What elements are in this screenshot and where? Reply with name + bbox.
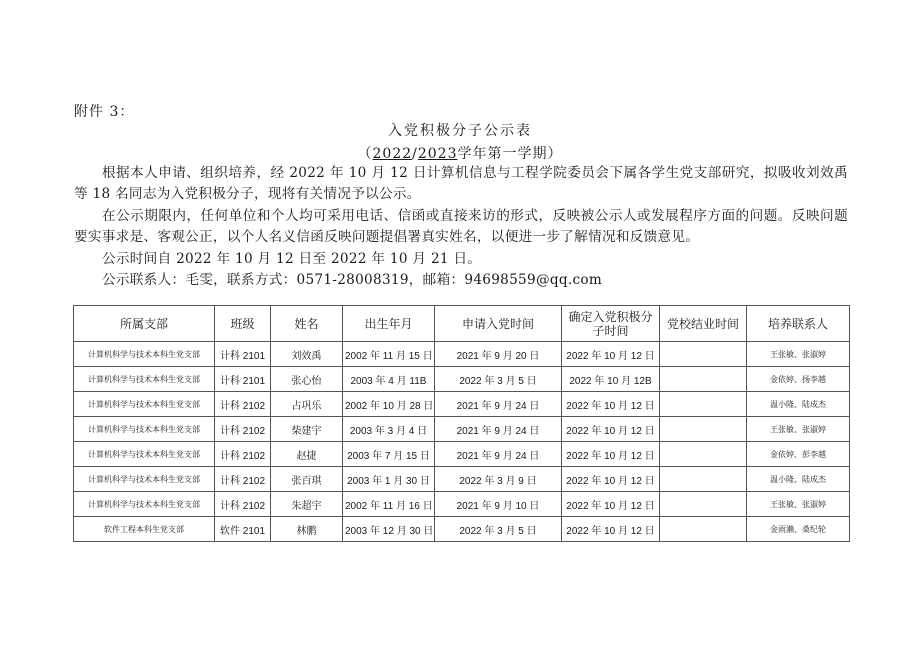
apply-date-cell: 2021 年 9 月 24 日 — [435, 417, 562, 442]
class-cell: 计科 2101 — [215, 367, 271, 392]
class-cell: 计科 2102 — [215, 442, 271, 467]
branch-cell: 软件工程本科生党支部 — [74, 517, 215, 542]
attachment-label: 附件 3： — [74, 104, 135, 120]
class-cell: 软件 2101 — [215, 517, 271, 542]
apply-date-cell: 2022 年 3 月 5 日 — [435, 517, 562, 542]
school-date-cell — [660, 342, 747, 367]
contact-cell: 王张敏、张淑婷 — [747, 417, 850, 442]
intro-paragraph: 根据本人申请、组织培养，经 2022 年 10 月 12 日计算机信息与工程学院委员会下属各学生党支部研究，拟吸收刘效禹等 18 名同志为入党积极分子，现将有关情况予以公示。 — [74, 165, 848, 202]
branch-cell: 计算机科学与技术本科生党支部 — [74, 492, 215, 517]
contact-cell: 金依婷、扬李越 — [747, 367, 850, 392]
birth-cell: 2002 年 11 月 15 日 — [343, 342, 435, 367]
term-close: 学年第一学期） — [457, 146, 563, 162]
branch-cell: 计算机科学与技术本科生党支部 — [74, 417, 215, 442]
school-date-cell — [660, 442, 747, 467]
branch-cell: 计算机科学与技术本科生党支部 — [74, 367, 215, 392]
birth-cell: 2003 年 3 月 4 日 — [343, 417, 435, 442]
academic-term — [0, 143, 920, 163]
confirm-date-cell: 2022 年 10 月 12 日 — [562, 492, 660, 517]
contact-cell: 金依婷、彭李越 — [747, 442, 850, 467]
name-cell: 林鹏 — [271, 517, 343, 542]
class-cell: 计科 2102 — [215, 417, 271, 442]
apply-date-cell: 2021 年 9 月 24 日 — [435, 392, 562, 417]
name-cell: 张百琪 — [271, 467, 343, 492]
table-row — [74, 392, 850, 417]
name-cell: 赵捷 — [271, 442, 343, 467]
school-date-cell — [660, 392, 747, 417]
confirm-date-cell: 2022 年 10 月 12 日 — [562, 417, 660, 442]
branch-cell: 计算机科学与技术本科生党支部 — [74, 342, 215, 367]
class-cell: 计科 2102 — [215, 392, 271, 417]
header-school-date: 党校结业时间 — [660, 306, 747, 342]
name-cell: 占巩乐 — [271, 392, 343, 417]
term-year-end: 2023 — [417, 146, 458, 162]
period-paragraph: 公示时间自 2022 年 10 月 12 日至 2022 年 10 月 21 日。 — [102, 251, 482, 267]
term-sep: / — [412, 146, 418, 162]
apply-date-cell: 2021 年 9 月 24 日 — [435, 442, 562, 467]
branch-cell: 计算机科学与技术本科生党支部 — [74, 442, 215, 467]
feedback-paragraph: 在公示期限内，任何单位和个人均可采用电话、信函或直接来访的形式，反映被公示人或发展程序方面的问题。反映问题要实事求是、客观公正，以个人名义信函反映问题提倡署真实姓名，以便进一步了解情况和反馈意见。 — [74, 208, 848, 245]
header-name: 姓名 — [271, 306, 343, 342]
birth-cell: 2003 年 12 月 30 日 — [343, 517, 435, 542]
header-birth: 出生年月 — [343, 306, 435, 342]
confirm-date-cell: 2022 年 10 月 12 日 — [562, 392, 660, 417]
contact-cell: 金雨濑、桑纪轮 — [747, 517, 850, 542]
header-branch: 所属支部 — [74, 306, 215, 342]
header-apply-date: 申请入党时间 — [435, 306, 562, 342]
confirm-date-cell: 2022 年 10 月 12 日 — [562, 442, 660, 467]
table-row — [74, 442, 850, 467]
class-cell: 计科 2102 — [215, 492, 271, 517]
confirm-date-cell: 2022 年 10 月 12 日 — [562, 467, 660, 492]
table-row — [74, 417, 850, 442]
term-year-start: 2022 — [372, 146, 413, 162]
school-date-cell — [660, 417, 747, 442]
birth-cell: 2003 年 1 月 30 日 — [343, 467, 435, 492]
school-date-cell — [660, 467, 747, 492]
apply-date-cell: 2022 年 3 月 5 日 — [435, 367, 562, 392]
name-cell: 柴建宇 — [271, 417, 343, 442]
apply-date-cell: 2022 年 3 月 9 日 — [435, 467, 562, 492]
branch-cell: 计算机科学与技术本科生党支部 — [74, 392, 215, 417]
confirm-date-cell: 2022 年 10 月 12 日 — [562, 517, 660, 542]
birth-cell: 2003 年 7 月 15 日 — [343, 442, 435, 467]
confirm-date-cell: 2022 年 10 月 12B — [562, 367, 660, 392]
school-date-cell — [660, 367, 747, 392]
name-cell: 朱超宇 — [271, 492, 343, 517]
school-date-cell — [660, 492, 747, 517]
apply-date-cell: 2021 年 9 月 20 日 — [435, 342, 562, 367]
birth-cell: 2002 年 10 月 28 日 — [343, 392, 435, 417]
header-class: 班级 — [215, 306, 271, 342]
activist-table — [73, 305, 850, 542]
table-row — [74, 517, 850, 542]
table-row — [74, 342, 850, 367]
header-confirm-date: 确定入党积极分子时间 — [562, 306, 660, 342]
table-row — [74, 467, 850, 492]
apply-date-cell: 2021 年 9 月 10 日 — [435, 492, 562, 517]
birth-cell: 2003 年 4 月 11B — [343, 367, 435, 392]
header-contact: 培养联系人 — [747, 306, 850, 342]
birth-cell: 2002 年 11 月 16 日 — [343, 492, 435, 517]
contact-cell: 王张敏、张淑婷 — [747, 492, 850, 517]
term-open: （ — [357, 146, 373, 162]
branch-cell: 计算机科学与技术本科生党支部 — [74, 467, 215, 492]
document-title: 入党积极分子公示表 — [388, 123, 532, 139]
name-cell: 张心怡 — [271, 367, 343, 392]
table-header-row — [74, 306, 850, 342]
contact-cell: 温小隆、陆成杰 — [747, 467, 850, 492]
class-cell: 计科 2101 — [215, 342, 271, 367]
contact-cell: 温小隆、陆成杰 — [747, 392, 850, 417]
confirm-date-cell: 2022 年 10 月 12 日 — [562, 342, 660, 367]
table-row — [74, 367, 850, 392]
class-cell: 计科 2102 — [215, 467, 271, 492]
name-cell: 刘效禹 — [271, 342, 343, 367]
table-row — [74, 492, 850, 517]
contact-paragraph: 公示联系人：毛雯，联系方式：0571-28008319，邮箱：94698559@qq.com — [102, 272, 603, 288]
contact-cell: 王张敏、张淑婷 — [747, 342, 850, 367]
school-date-cell — [660, 517, 747, 542]
